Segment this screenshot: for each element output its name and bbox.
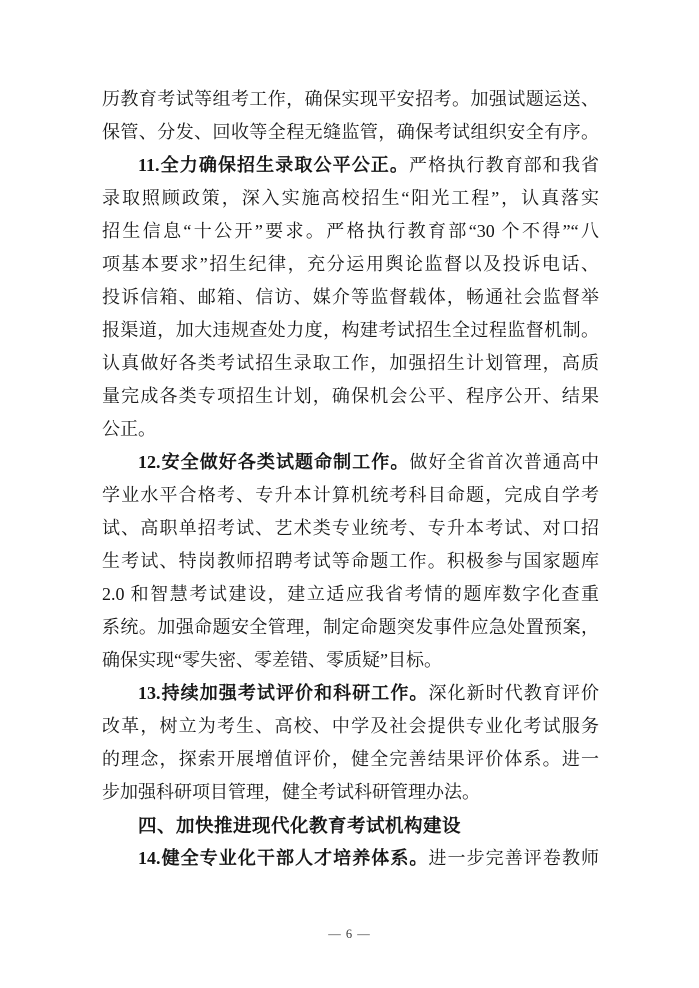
- emphasis-text: 11.全力确保招生录取公平公正。: [138, 155, 410, 175]
- emphasis-text: 12.安全做好各类试题命制工作。: [138, 452, 410, 472]
- body-text: 招生信息“十公开”要求。严格执行教育部“30 个不得”“八: [102, 221, 599, 241]
- paragraph-start-line-13: [102, 677, 599, 710]
- emphasis-text: 14.健全专业化干部人才培养体系。: [138, 848, 429, 868]
- body-text: 的理念，探索开展增值评价，健全完善结果评价体系。进一: [102, 749, 599, 769]
- body-line: [102, 281, 599, 314]
- body-line: [102, 479, 599, 512]
- body-line: [102, 215, 599, 248]
- body-text: 系统。加强命题安全管理，制定命题突发事件应急处置预案，: [102, 617, 599, 637]
- body-text: 保管、分发、回收等全程无缝监管，确保考试组织安全有序。: [102, 122, 599, 142]
- section-heading-4: [102, 809, 599, 842]
- body-line: [102, 512, 599, 545]
- body-text: 确保实现“零失密、零差错、零质疑”目标。: [102, 650, 442, 670]
- body-line: [102, 314, 599, 347]
- body-text: 公正。: [102, 419, 156, 439]
- body-text: 进一步完善评卷教师: [428, 848, 600, 868]
- body-line: [102, 545, 599, 578]
- body-text: 生考试、特岗教师招聘考试等命题工作。积极参与国家题库: [102, 551, 599, 571]
- body-line: [102, 710, 599, 743]
- body-line: [102, 182, 599, 215]
- body-text: 学业水平合格考、专升本计算机统考科目命题，完成自学考: [102, 485, 599, 505]
- body-line: [102, 611, 599, 644]
- paragraph-start-line-11: [102, 149, 599, 182]
- body-text: 认真做好各类考试招生录取工作，加强招生计划管理，高质: [102, 353, 599, 373]
- body-text: 录取照顾政策，深入实施高校招生“阳光工程”，认真落实: [102, 188, 599, 208]
- body-text: 历教育考试等组考工作，确保实现平安招考。加强试题运送、: [102, 89, 599, 109]
- emphasis-text: 四、加快推进现代化教育考试机构建设: [138, 815, 462, 836]
- body-text: 量完成各类专项招生计划，确保机会公平、程序公开、结果: [102, 386, 599, 406]
- body-text: 深化新时代教育评价: [428, 683, 600, 703]
- body-text: 报渠道，加大违规查处力度，构建考试招生全过程监督机制。: [102, 320, 599, 340]
- emphasis-text: 13.持续加强考试评价和科研工作。: [138, 683, 429, 703]
- body-text: 严格执行教育部和我省: [409, 155, 600, 175]
- body-line: [102, 743, 599, 776]
- body-text: 项基本要求”招生纪律，充分运用舆论监督以及投诉电话、: [102, 254, 599, 274]
- document-body: [102, 83, 599, 875]
- body-line: [102, 248, 599, 281]
- body-line: [102, 83, 599, 116]
- body-text: 步加强科研项目管理，健全考试科研管理办法。: [102, 782, 480, 802]
- body-line: [102, 347, 599, 380]
- page-number: — 6 —: [328, 927, 371, 941]
- body-line: [102, 578, 599, 611]
- page-footer: [0, 926, 699, 942]
- body-text: 做好全省首次普通高中: [409, 452, 600, 472]
- body-line: [102, 413, 599, 446]
- body-text: 改革，树立为考生、高校、中学及社会提供专业化考试服务: [102, 716, 599, 736]
- body-line: [102, 644, 599, 677]
- body-text: 投诉信箱、邮箱、信访、媒介等监督载体，畅通社会监督举: [102, 287, 599, 307]
- body-text: 2.0 和智慧考试建设，建立适应我省考情的题库数字化查重: [102, 584, 599, 604]
- body-line: [102, 116, 599, 149]
- paragraph-start-line-14: [102, 842, 599, 875]
- paragraph-start-line-12: [102, 446, 599, 479]
- body-text: 试、高职单招考试、艺术类专业统考、专升本考试、对口招: [102, 518, 599, 538]
- body-line: [102, 776, 599, 809]
- body-line: [102, 380, 599, 413]
